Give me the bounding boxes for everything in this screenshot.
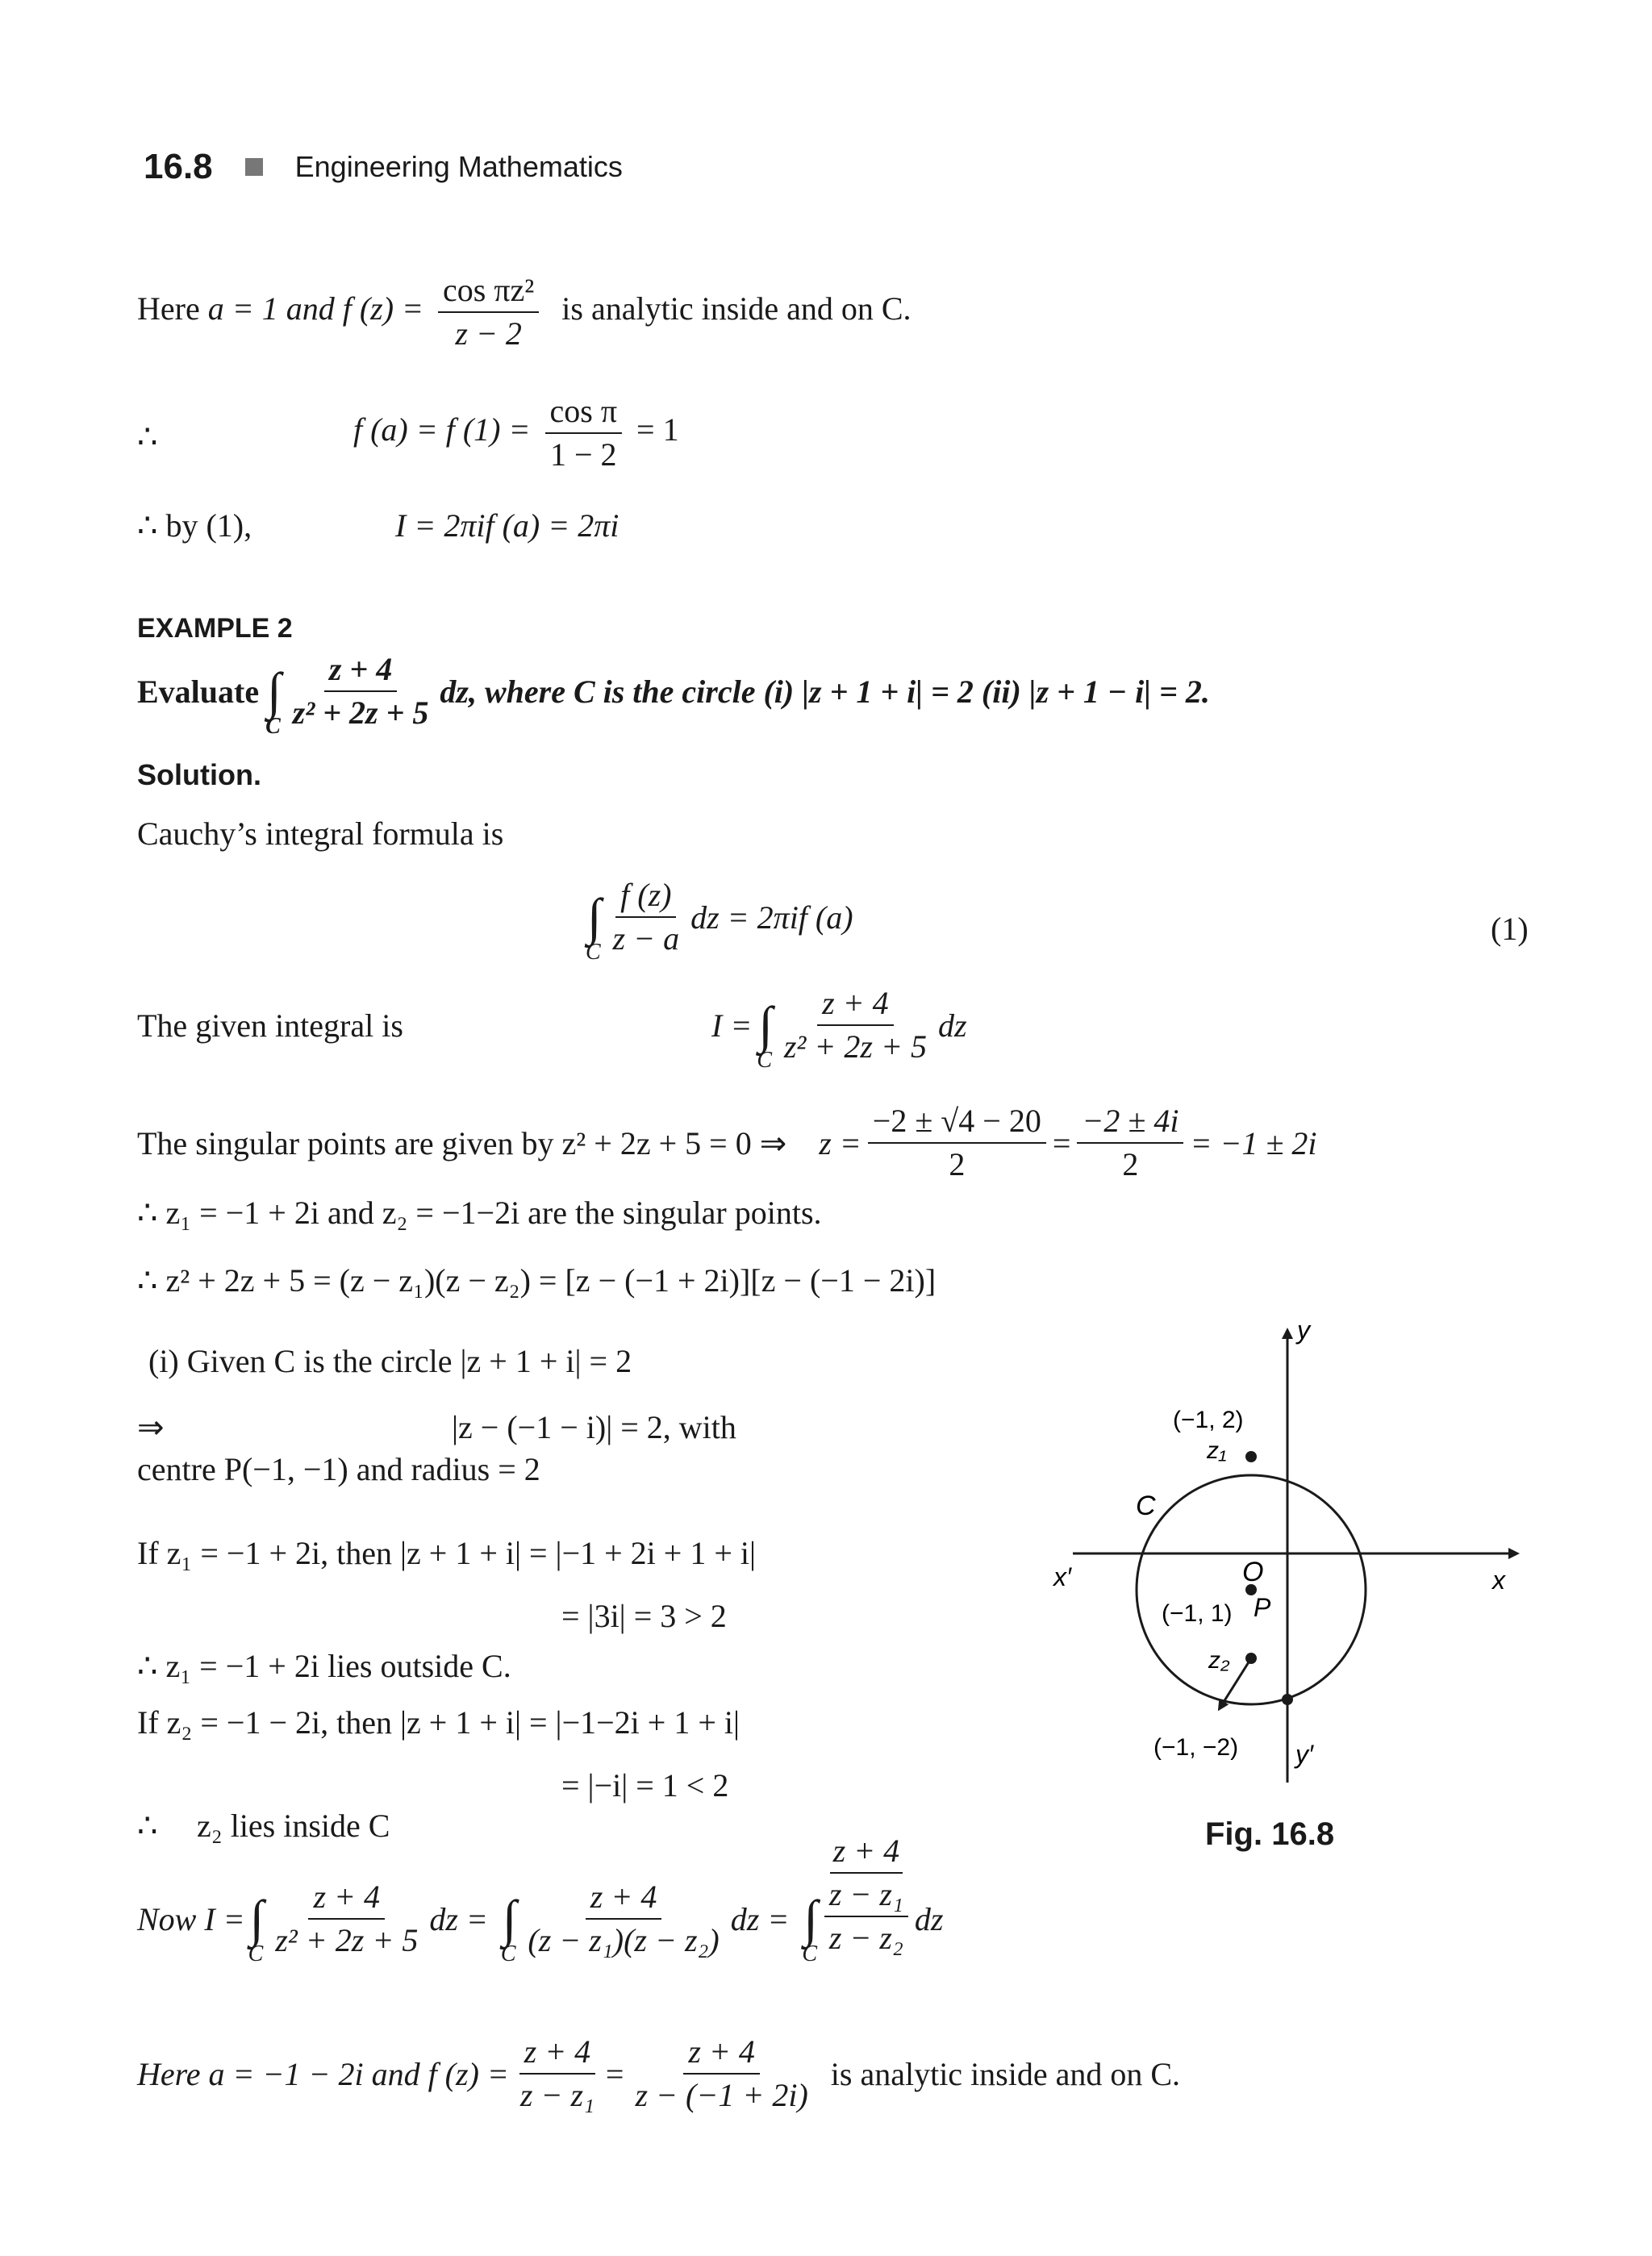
inner-numerator: z + 4 bbox=[830, 1833, 903, 1874]
here-line bbox=[137, 2034, 1180, 2113]
text: Evaluate bbox=[137, 673, 260, 710]
text: Now I = bbox=[137, 1900, 245, 1937]
singular-points bbox=[137, 1103, 1317, 1182]
solution-label: Solution. bbox=[137, 758, 261, 791]
denominator: z² + 2z + 5 bbox=[292, 694, 429, 731]
denominator: 2 bbox=[1122, 1146, 1139, 1182]
label-x-prime: x′ bbox=[1053, 1562, 1071, 1591]
text: dz = bbox=[429, 1900, 488, 1937]
label-C: C bbox=[1136, 1491, 1156, 1521]
fraction bbox=[545, 394, 623, 473]
label-z1-coord: (−1, 2) bbox=[1173, 1407, 1244, 1433]
integral-sign: ∫ C bbox=[248, 1890, 265, 1966]
integral-sign: ∫ C bbox=[500, 1890, 517, 1966]
denominator: z − 2 bbox=[455, 315, 522, 352]
numerator bbox=[824, 1833, 908, 1917]
label-P: P bbox=[1254, 1593, 1271, 1622]
label-x: x bbox=[1492, 1566, 1505, 1595]
z1-outside: ∴ z₁ = −1 + 2i lies outside C. bbox=[137, 1648, 511, 1684]
example-statement bbox=[137, 651, 1210, 739]
text: a = 1 and bbox=[207, 290, 335, 327]
numerator: z + 4 bbox=[308, 1879, 385, 1920]
text: is analytic inside and on C. bbox=[830, 2055, 1181, 2092]
label-y: y bbox=[1297, 1316, 1310, 1345]
line-analytic-f bbox=[137, 273, 912, 352]
example-title: EXAMPLE 2 bbox=[137, 613, 293, 644]
given-integral bbox=[711, 985, 967, 1073]
fraction bbox=[288, 652, 434, 731]
numerator: z + 4 bbox=[586, 1879, 662, 1920]
text: = −1 ± 2i bbox=[1190, 1124, 1317, 1161]
figure-16-8 bbox=[1041, 1307, 1557, 1807]
numerator: −2 ± 4i bbox=[1077, 1103, 1183, 1144]
fraction bbox=[630, 2034, 812, 2113]
numerator: cos πz² bbox=[438, 273, 539, 313]
text: is analytic inside and on C. bbox=[561, 290, 912, 327]
compound-fraction bbox=[824, 1833, 908, 1956]
numerator: z + 4 bbox=[519, 2034, 596, 2075]
text: Here bbox=[137, 290, 200, 327]
page-number: 16.8 bbox=[144, 147, 213, 186]
numerator: z + 4 bbox=[817, 986, 894, 1026]
denominator: z − (−1 + 2i) bbox=[635, 2077, 808, 2113]
line-f-of-a bbox=[353, 394, 679, 473]
label-z1: z₁ bbox=[1207, 1437, 1227, 1464]
z2-inside-therefore: ∴ bbox=[137, 1808, 158, 1844]
fraction bbox=[608, 878, 685, 957]
figure-caption: Fig. 16.8 bbox=[1205, 1816, 1335, 1852]
inner-denominator: z − z₁ bbox=[828, 1876, 903, 1912]
text: The singular points are given by z² + 2z + 5 = 0 ⇒ bbox=[137, 1124, 787, 1161]
denominator: z − z₁ bbox=[519, 2077, 594, 2113]
denominator: z² + 2z + 5 bbox=[275, 1922, 419, 1958]
z1-z2-line: ∴ z₁ = −1 + 2i and z₂ = −1−2i are the singular points. bbox=[137, 1195, 822, 1231]
text: z = bbox=[819, 1124, 861, 1161]
integral-sign: ∫ C bbox=[265, 662, 282, 739]
text: dz = bbox=[730, 1900, 790, 1937]
text: = 1 bbox=[636, 411, 679, 448]
implies-symbol: ⇒ bbox=[137, 1409, 165, 1445]
denominator: 2 bbox=[949, 1146, 966, 1182]
line-I-result bbox=[395, 507, 619, 544]
equation-number: (1) bbox=[1491, 911, 1529, 947]
implies-rhs: |z − (−1 − i)| = 2, with bbox=[452, 1409, 736, 1445]
centre-line: centre P(−1, −1) and radius = 2 bbox=[137, 1451, 540, 1487]
text: dz, where C is the circle (i) |z + 1 + i| = 2 (ii) |z + 1 − i| = 2. bbox=[440, 673, 1210, 710]
text: f (z) = bbox=[342, 290, 424, 327]
case-i: (i) Given C is the circle |z + 1 + i| = 2 bbox=[148, 1343, 632, 1379]
text: dz bbox=[914, 1900, 944, 1937]
fraction bbox=[779, 986, 932, 1065]
now-integral bbox=[137, 1833, 944, 1966]
fraction bbox=[1077, 1103, 1183, 1182]
integral-sign: ∫ C bbox=[802, 1890, 818, 1966]
label-p-coord: (−1, 1) bbox=[1162, 1600, 1233, 1627]
text: dz bbox=[937, 1007, 967, 1044]
header-square-icon bbox=[245, 158, 263, 176]
fraction bbox=[523, 1879, 724, 1958]
if-z1-result: = |3i| = 3 > 2 bbox=[561, 1598, 727, 1634]
fraction bbox=[515, 2034, 599, 2113]
denominator: z − z₂ bbox=[828, 1920, 903, 1956]
text: dz = 2πif (a) bbox=[690, 899, 853, 936]
label-z2-coord: (−1, −2) bbox=[1153, 1734, 1239, 1761]
text: f (a) = f (1) = bbox=[353, 411, 531, 448]
point-intersection bbox=[1282, 1694, 1293, 1705]
fraction bbox=[270, 1879, 423, 1958]
line-by-1: ∴ by (1), bbox=[137, 507, 252, 544]
factor-line: ∴ z² + 2z + 5 = (z − z₁)(z − z₂) = [z − (−1 + 2i)][z − (−1 − 2i)] bbox=[137, 1262, 937, 1299]
book-title: Engineering Mathematics bbox=[294, 150, 623, 183]
if-z2-line: If z₂ = −1 − 2i, then |z + 1 + i| = |−1−2i + 1 + i| bbox=[137, 1704, 740, 1741]
numerator: cos π bbox=[545, 394, 623, 434]
page-header bbox=[144, 147, 623, 187]
cauchy-formula bbox=[586, 877, 853, 965]
text: I = bbox=[711, 1007, 753, 1044]
numerator: f (z) bbox=[615, 878, 676, 918]
cauchy-intro: Cauchy’s integral formula is bbox=[137, 815, 504, 852]
fraction bbox=[868, 1103, 1046, 1182]
label-O: O bbox=[1242, 1557, 1264, 1587]
denominator: z − a bbox=[612, 920, 680, 957]
z2-inside: z₂ lies inside C bbox=[197, 1808, 390, 1844]
numerator: z + 4 bbox=[324, 652, 397, 692]
denominator: z² + 2z + 5 bbox=[783, 1028, 927, 1065]
text: I = 2πif (a) = 2πi bbox=[395, 507, 620, 544]
label-y-prime: y′ bbox=[1295, 1740, 1313, 1769]
fraction bbox=[438, 273, 539, 352]
therefore-symbol: ∴ bbox=[137, 419, 158, 455]
integral-subscript: C bbox=[265, 714, 281, 739]
text: = bbox=[1052, 1124, 1071, 1161]
numerator: −2 ± √4 − 20 bbox=[868, 1103, 1046, 1144]
label-z2: z₂ bbox=[1208, 1647, 1230, 1674]
integral-sign: ∫ C bbox=[757, 996, 773, 1073]
numerator: z + 4 bbox=[683, 2034, 760, 2075]
text: Here a = −1 − 2i and f (z) = bbox=[137, 2055, 509, 2092]
denominator: 1 − 2 bbox=[549, 436, 617, 473]
if-z1-line: If z₁ = −1 + 2i, then |z + 1 + i| = |−1 + 2i + 1 + i| bbox=[137, 1535, 757, 1571]
if-z2-result: = |−i| = 1 < 2 bbox=[561, 1767, 729, 1804]
point-z1 bbox=[1245, 1451, 1257, 1462]
given-intro: The given integral is bbox=[137, 1007, 403, 1044]
denominator: (z − z₁)(z − z₂) bbox=[528, 1922, 720, 1958]
integral-sign: ∫ C bbox=[586, 888, 602, 965]
text: = bbox=[605, 2055, 624, 2092]
